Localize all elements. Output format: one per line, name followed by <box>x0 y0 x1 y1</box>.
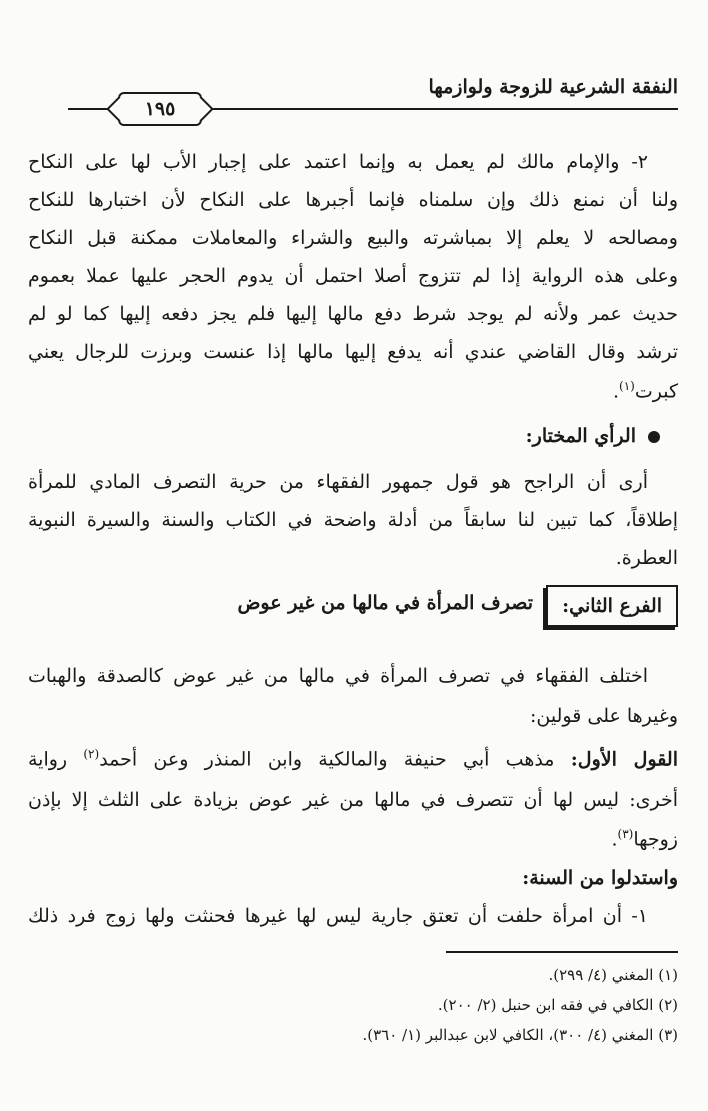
body-line: وعلى هذه الرواية إذا لم تتزوج أصلا احتمل أن يدوم الحجر عليها عملا بعموم <box>28 265 678 287</box>
footnote-ref: (٣) <box>617 827 634 841</box>
footnote: (٣) المغني (٤/ ٣٠٠)، الكافي لابن عبدالبر (١/ ٣٦٠). <box>362 1026 678 1044</box>
body-text: كبرت <box>634 380 678 403</box>
footnote: (٢) الكافي في فقه ابن حنبل (٢/ ٢٠٠). <box>437 996 678 1014</box>
footnote-ref: (١) <box>619 379 635 393</box>
running-title: النفقة الشرعية للزوجة ولوازمها <box>428 76 678 98</box>
body-line: حديث عمر ولأنه لم يوجد شرط دفع مالها إليها فلم يجز دفعه إليها كما لو لم <box>28 303 678 325</box>
section-title: تصرف المرأة في مالها من غير عوض <box>237 592 533 614</box>
page-number: ١٩٥ <box>118 92 202 126</box>
body-line: القول الأول: مذهب أبي حنيفة والمالكية وابن المنذر وعن أحمد$^{(٢)}$ رواية <box>28 747 678 771</box>
body-line: وغيرها على قولين: <box>530 705 678 727</box>
footnote-ref: (٢) <box>83 747 100 761</box>
body-line: ترشد وقال القاضي عندي أنه يدفع إليها مالها إذا عنست وبرزت للرجال يعني <box>28 341 678 363</box>
footnote: (١) المغني (٤/ ٢٩٩). <box>548 966 678 984</box>
footnote-rule <box>446 951 678 953</box>
body-line: ولنا أن نمنع ذلك وإن سلمناه فإنما أجبرها على النكاح لأن اختبارها للنكاح <box>28 189 678 211</box>
body-line: ٢- والإمام مالك لم يعمل به وإنما اعتمد على إجبار الأب لها على النكاح <box>28 151 648 173</box>
body-line: ١- أن امرأة حلفت أن تعتق جارية ليس لها غيرها فحنثت ولها زوج فرد ذلك <box>28 905 648 927</box>
header-rule-right <box>202 108 678 110</box>
opinion-label: القول الأول: <box>570 748 678 771</box>
body-line: العطرة. <box>615 547 678 569</box>
body-line: اختلف الفقهاء في تصرف المرأة في مالها من غير عوض كالصدقة والهبات <box>28 665 648 687</box>
chosen-opinion-heading: الرأي المختار: <box>10 424 660 450</box>
body-line: أخرى: ليس لها أن تتصرف في مالها من غير عوض بزيادة على الثلث إلا بإذن <box>28 789 678 811</box>
evidence-heading: واستدلوا من السنة: <box>522 867 678 889</box>
body-line: أرى أن الراجح هو قول جمهور الفقهاء من حرية التصرف المادي للمرأة <box>28 471 648 493</box>
body-line: زوجها$^{(٣)}$. <box>611 827 678 851</box>
body-line: كبرت$^{(١)}$. <box>612 379 678 403</box>
section-label: الفرع الثاني: <box>546 585 678 627</box>
body-line: إطلاقاً، كما تبين لنا سابقاً من أدلة واضحة في الكتاب والسنة والسيرة النبوية <box>28 509 678 531</box>
body-line: ومصالحه لا يعلم إلا بمباشرته والبيع والشراء والمعاملات ممكنة قبل النكاح <box>28 227 678 249</box>
section-label-box <box>546 585 678 627</box>
bullet-icon <box>648 431 660 443</box>
